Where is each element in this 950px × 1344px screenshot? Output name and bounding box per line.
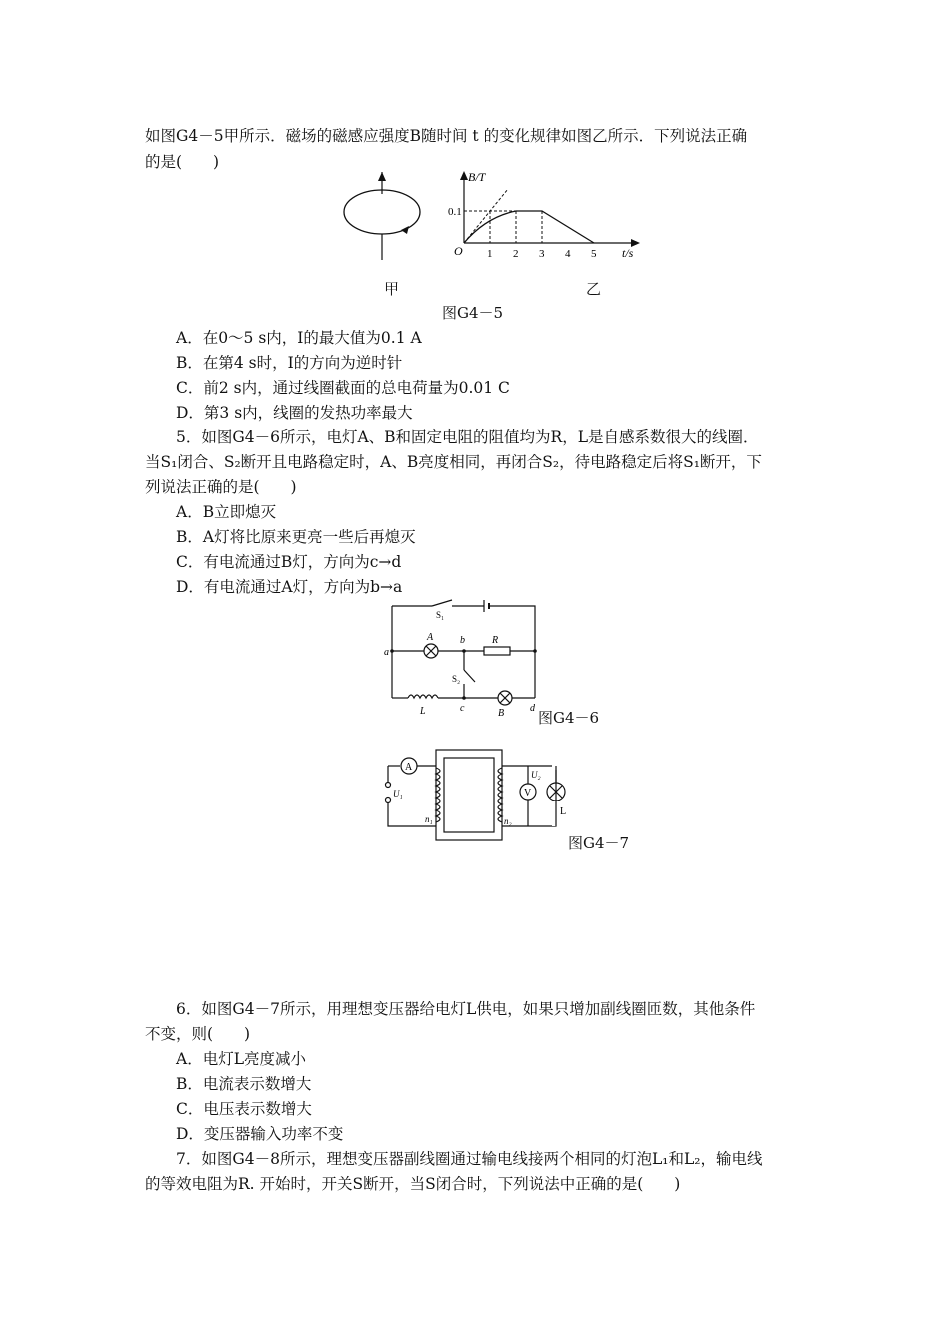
lamp-a-label: A xyxy=(427,632,434,643)
lamp-b-label: B xyxy=(498,708,505,719)
origin-label: O xyxy=(454,244,463,258)
u2-label: U₂ xyxy=(531,770,541,780)
q7-stem-line1: 7．如图G4－8所示，理想变压器副线圈通过输电线接两个相同的灯泡L₁和L₂，输电线 xyxy=(176,1150,763,1168)
x-tick-label: 3 xyxy=(539,248,545,260)
y-tick-label: 0.1 xyxy=(448,206,462,218)
q6-option-d: D．变压器输入功率不变 xyxy=(176,1125,344,1143)
y-axis-label: B/T xyxy=(468,170,486,184)
switch-s2-label: S₂ xyxy=(452,674,461,684)
q6-option-b: B．电流表示数增大 xyxy=(176,1075,312,1093)
node-d-label: d xyxy=(530,703,535,714)
node-b-label: b xyxy=(460,635,465,646)
q5-option-a: A．B立即熄灭 xyxy=(176,503,277,521)
q6-stem-line2: 不变，则( ) xyxy=(145,1025,251,1043)
q4-option-c: C．前2 s内，通过线圈截面的总电荷量为0.01 C xyxy=(176,379,510,397)
node-a-label: a xyxy=(384,647,389,658)
ammeter-label: A xyxy=(405,762,413,773)
q4-stem-line2: 的是( ) xyxy=(145,153,220,171)
circuit-g4-6 xyxy=(380,598,550,718)
fig-g4-6-caption: 图G4－6 xyxy=(538,709,600,727)
fig-g4-5-caption: 图G4－5 xyxy=(442,304,504,322)
q4-stem-line1: 如图G4－5甲所示．磁场的磁感应强度B随时间 t 的变化规律如图乙所示．下列说法正确 xyxy=(145,127,748,145)
q5-option-b: B．A灯将比原来更亮一些后再熄灭 xyxy=(176,528,416,546)
voltmeter-label: V xyxy=(524,788,532,799)
fig-jia-label: 甲 xyxy=(384,280,400,298)
x-tick-label: 2 xyxy=(513,248,519,260)
coil-figure xyxy=(335,172,435,282)
u1-label: U₁ xyxy=(393,789,403,799)
q5-stem-line1: 5．如图G4－6所示，电灯A、B和固定电阻的阻值均为R，L是自感系数很大的线圈． xyxy=(176,428,759,446)
b-t-graph xyxy=(450,165,650,265)
q5-stem-line3: 列说法正确的是( ) xyxy=(145,478,297,496)
q4-option-b: B．在第4 s时，I的方向为逆时针 xyxy=(176,354,403,372)
x-tick-label: 1 xyxy=(487,248,493,260)
q6-option-a: A．电灯L亮度减小 xyxy=(176,1050,306,1068)
x-tick-label: 4 xyxy=(565,248,571,260)
fig-g4-7-caption: 图G4－7 xyxy=(568,834,630,852)
q5-option-c: C．有电流通过B灯，方向为c→d xyxy=(176,553,402,571)
node-c-label: c xyxy=(460,703,465,714)
q5-option-d: D．有电流通过A灯，方向为b→a xyxy=(176,578,403,596)
q6-stem-line1: 6．如图G4－7所示，用理想变压器给电灯L供电，如果只增加副线圈匝数，其他条件 xyxy=(176,1000,756,1018)
lamp-l-label: L xyxy=(560,806,567,817)
fig-yi-label: 乙 xyxy=(586,280,602,298)
n2-label: n₂ xyxy=(504,816,512,826)
q7-stem-line2: 的等效电阻为R. 开始时，开关S断开，当S闭合时，下列说法中正确的是( ) xyxy=(145,1175,681,1193)
q6-option-c: C．电压表示数增大 xyxy=(176,1100,312,1118)
q4-option-a: A．在0～5 s内，I的最大值为0.1 A xyxy=(176,329,422,347)
switch-s1-label: S₁ xyxy=(436,610,445,620)
b-t-curve xyxy=(464,211,594,243)
resistor-r-label: R xyxy=(492,635,499,646)
q4-option-d: D．第3 s内，线圈的发热功率最大 xyxy=(176,404,413,422)
q5-stem-line2: 当S₁闭合、S₂断开且电路稳定时，A、B亮度相同，再闭合S₂，待电路稳定后将S₁断开，下 xyxy=(145,453,762,471)
inductor-l-label: L xyxy=(420,706,426,717)
x-tick-label: 5 xyxy=(591,248,597,260)
x-axis-label: t/s xyxy=(622,246,634,260)
n1-label: n₁ xyxy=(425,814,433,824)
transformer-g4-7 xyxy=(378,748,578,843)
